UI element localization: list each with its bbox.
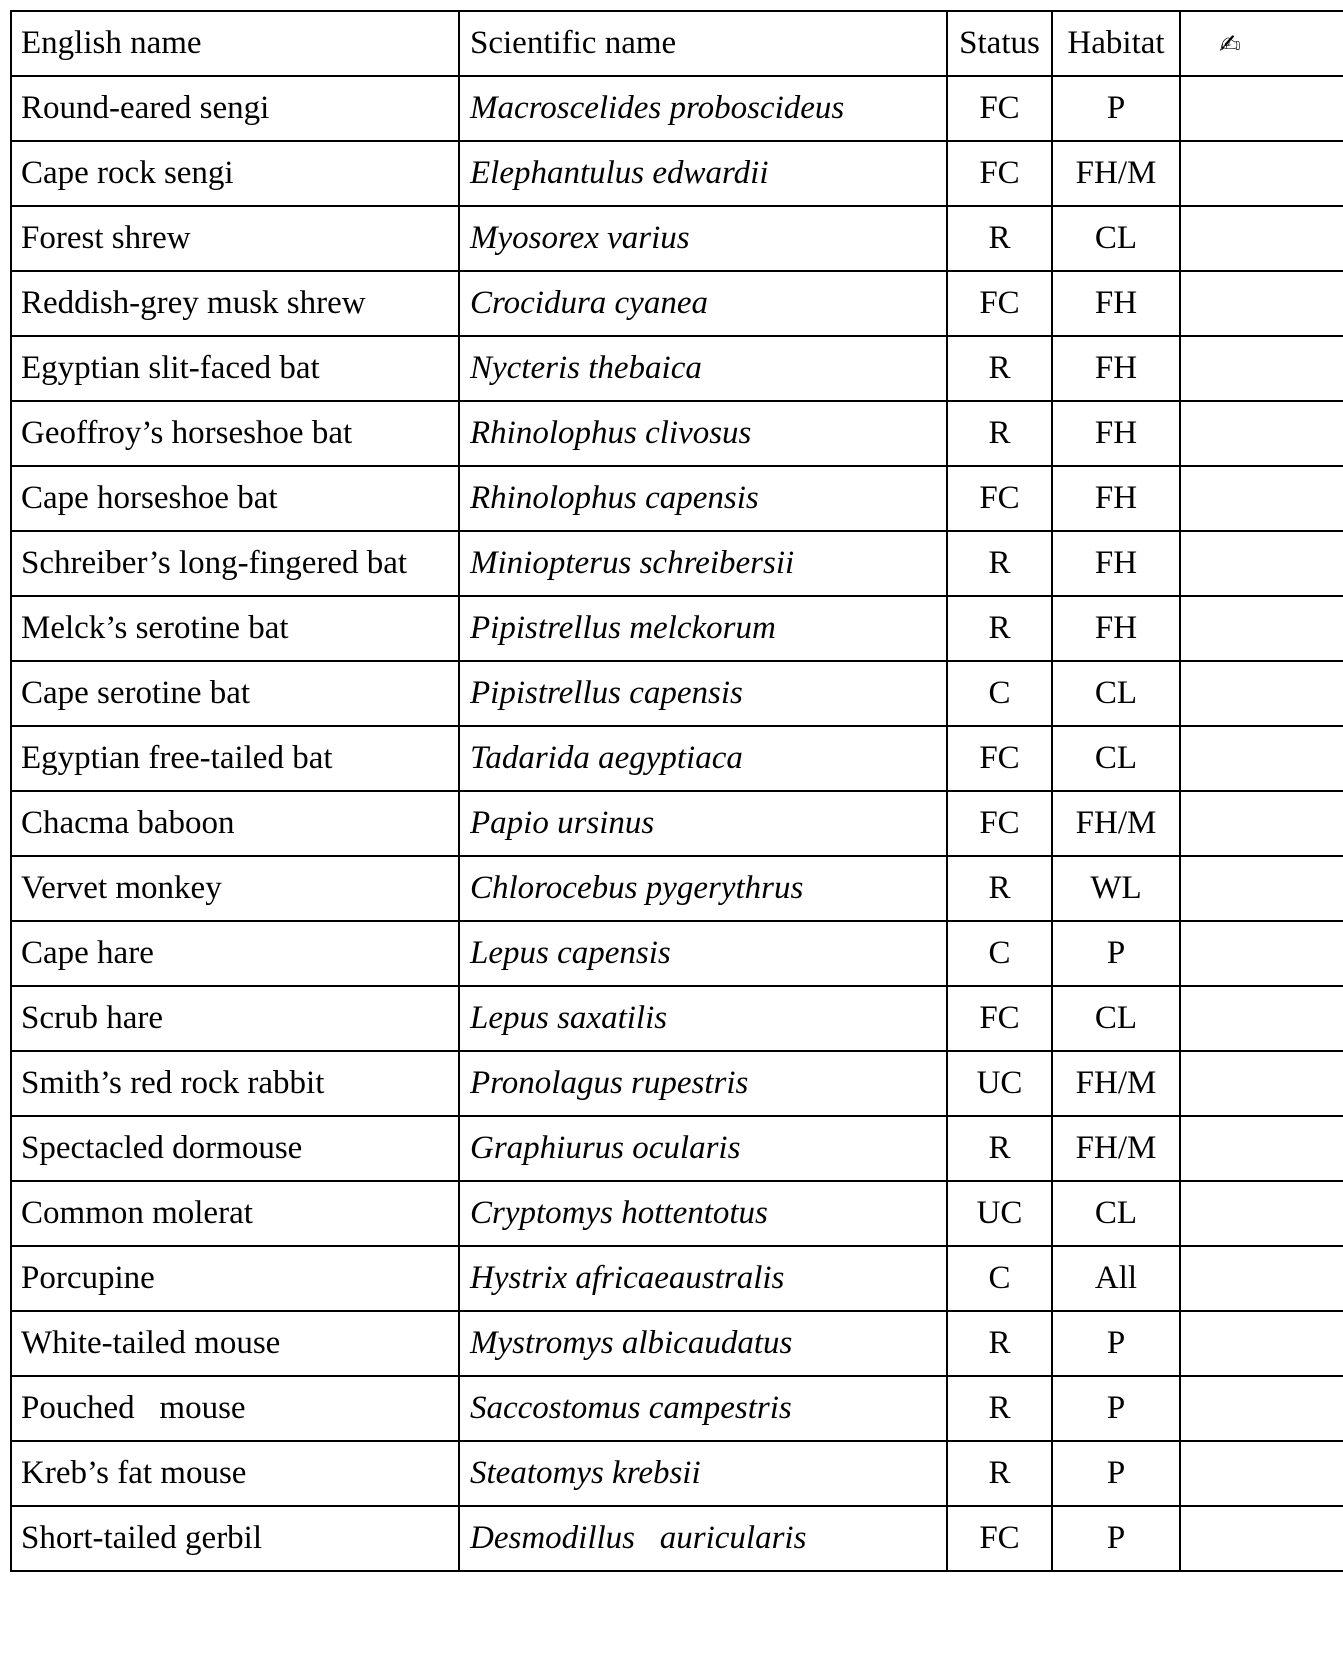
english-name-cell: Geoffroy’s horseshoe bat: [11, 401, 459, 466]
header-scientific-name: Scientific name: [459, 11, 947, 76]
habitat-cell: FH: [1052, 531, 1180, 596]
english-name-cell: Pouched mouse: [11, 1376, 459, 1441]
habitat-cell: FH: [1052, 336, 1180, 401]
table-row: [11, 726, 1343, 791]
habitat-cell: P: [1052, 1311, 1180, 1376]
english-name-cell: Kreb’s fat mouse: [11, 1441, 459, 1506]
status-cell: C: [947, 1246, 1052, 1311]
habitat-cell: CL: [1052, 726, 1180, 791]
status-cell: R: [947, 206, 1052, 271]
scientific-name-cell: Myosorex varius: [459, 206, 947, 271]
table-row: [11, 336, 1343, 401]
habitat-cell: P: [1052, 921, 1180, 986]
status-cell: R: [947, 856, 1052, 921]
habitat-cell: P: [1052, 76, 1180, 141]
scientific-name-cell: Tadarida aegyptiaca: [459, 726, 947, 791]
status-cell: R: [947, 1441, 1052, 1506]
scientific-name-cell: Hystrix africaeaustralis: [459, 1246, 947, 1311]
header-english-name: English name: [11, 11, 459, 76]
habitat-cell: CL: [1052, 661, 1180, 726]
english-name-cell: Chacma baboon: [11, 791, 459, 856]
scientific-name-cell: Miniopterus schreibersii: [459, 531, 947, 596]
status-cell: UC: [947, 1181, 1052, 1246]
english-name-cell: Spectacled dormouse: [11, 1116, 459, 1181]
tick-cell[interactable]: [1180, 596, 1343, 661]
table-row: [11, 791, 1343, 856]
table-row: [11, 1051, 1343, 1116]
habitat-cell: FH: [1052, 401, 1180, 466]
tick-cell[interactable]: [1180, 726, 1343, 791]
scientific-name-cell: Pronolagus rupestris: [459, 1051, 947, 1116]
tick-cell[interactable]: [1180, 791, 1343, 856]
habitat-cell: FH/M: [1052, 1116, 1180, 1181]
status-cell: R: [947, 1311, 1052, 1376]
scientific-name-cell: Desmodillus auricularis: [459, 1506, 947, 1571]
habitat-cell: FH: [1052, 596, 1180, 661]
table-row: [11, 1311, 1343, 1376]
table-row: [11, 921, 1343, 986]
english-name-cell: Cape rock sengi: [11, 141, 459, 206]
table-row: [11, 401, 1343, 466]
english-name-cell: Vervet monkey: [11, 856, 459, 921]
status-cell: FC: [947, 726, 1052, 791]
status-cell: UC: [947, 1051, 1052, 1116]
tick-cell[interactable]: [1180, 661, 1343, 726]
status-cell: FC: [947, 76, 1052, 141]
header-row: [11, 11, 1343, 76]
english-name-cell: Egyptian slit-faced bat: [11, 336, 459, 401]
status-cell: R: [947, 531, 1052, 596]
english-name-cell: Scrub hare: [11, 986, 459, 1051]
habitat-cell: FH/M: [1052, 1051, 1180, 1116]
tick-cell[interactable]: [1180, 1181, 1343, 1246]
habitat-cell: FH: [1052, 466, 1180, 531]
tick-cell[interactable]: [1180, 1441, 1343, 1506]
tick-cell[interactable]: [1180, 141, 1343, 206]
tick-cell[interactable]: [1180, 466, 1343, 531]
status-cell: R: [947, 1376, 1052, 1441]
scientific-name-cell: Rhinolophus capensis: [459, 466, 947, 531]
tick-cell[interactable]: [1180, 76, 1343, 141]
status-cell: R: [947, 1116, 1052, 1181]
status-cell: FC: [947, 791, 1052, 856]
header-tick: [1180, 11, 1343, 76]
status-cell: FC: [947, 141, 1052, 206]
tick-cell[interactable]: [1180, 1246, 1343, 1311]
habitat-cell: CL: [1052, 986, 1180, 1051]
table-row: [11, 466, 1343, 531]
scientific-name-cell: Mystromys albicaudatus: [459, 1311, 947, 1376]
tick-cell[interactable]: [1180, 1311, 1343, 1376]
header-habitat: Habitat: [1052, 11, 1180, 76]
tick-cell[interactable]: [1180, 1116, 1343, 1181]
english-name-cell: Porcupine: [11, 1246, 459, 1311]
english-name-cell: Egyptian free-tailed bat: [11, 726, 459, 791]
table-row: [11, 271, 1343, 336]
english-name-cell: Common molerat: [11, 1181, 459, 1246]
table-row: [11, 141, 1343, 206]
table-row: [11, 1376, 1343, 1441]
scientific-name-cell: Cryptomys hottentotus: [459, 1181, 947, 1246]
scientific-name-cell: Pipistrellus melckorum: [459, 596, 947, 661]
habitat-cell: P: [1052, 1376, 1180, 1441]
tick-cell[interactable]: [1180, 1051, 1343, 1116]
status-cell: R: [947, 596, 1052, 661]
tick-cell[interactable]: [1180, 856, 1343, 921]
status-cell: FC: [947, 986, 1052, 1051]
scientific-name-cell: Nycteris thebaica: [459, 336, 947, 401]
table-body: [11, 76, 1343, 1571]
habitat-cell: WL: [1052, 856, 1180, 921]
species-table: [10, 10, 1343, 1572]
english-name-cell: Cape horseshoe bat: [11, 466, 459, 531]
scientific-name-cell: Papio ursinus: [459, 791, 947, 856]
scientific-name-cell: Crocidura cyanea: [459, 271, 947, 336]
status-cell: FC: [947, 271, 1052, 336]
tick-cell[interactable]: [1180, 271, 1343, 336]
scientific-name-cell: Saccostomus campestris: [459, 1376, 947, 1441]
table-row: [11, 531, 1343, 596]
table-row: [11, 1441, 1343, 1506]
habitat-cell: FH: [1052, 271, 1180, 336]
english-name-cell: Cape hare: [11, 921, 459, 986]
status-cell: C: [947, 921, 1052, 986]
tick-cell[interactable]: [1180, 986, 1343, 1051]
status-cell: C: [947, 661, 1052, 726]
english-name-cell: Reddish-grey musk shrew: [11, 271, 459, 336]
english-name-cell: Cape serotine bat: [11, 661, 459, 726]
status-cell: R: [947, 401, 1052, 466]
habitat-cell: P: [1052, 1506, 1180, 1571]
table-row: [11, 661, 1343, 726]
habitat-cell: FH/M: [1052, 141, 1180, 206]
tick-cell[interactable]: [1180, 336, 1343, 401]
scientific-name-cell: Rhinolophus clivosus: [459, 401, 947, 466]
habitat-cell: All: [1052, 1246, 1180, 1311]
header-status: Status: [947, 11, 1052, 76]
habitat-cell: CL: [1052, 1181, 1180, 1246]
scientific-name-cell: Lepus saxatilis: [459, 986, 947, 1051]
scientific-name-cell: Chlorocebus pygerythrus: [459, 856, 947, 921]
scientific-name-cell: Elephantulus edwardii: [459, 141, 947, 206]
table-row: [11, 856, 1343, 921]
english-name-cell: Round-eared sengi: [11, 76, 459, 141]
status-cell: FC: [947, 1506, 1052, 1571]
status-cell: R: [947, 336, 1052, 401]
habitat-cell: CL: [1052, 206, 1180, 271]
table-row: [11, 1116, 1343, 1181]
table-row: [11, 596, 1343, 661]
scientific-name-cell: Pipistrellus capensis: [459, 661, 947, 726]
table-row: [11, 986, 1343, 1051]
english-name-cell: Melck’s serotine bat: [11, 596, 459, 661]
table-row: [11, 76, 1343, 141]
english-name-cell: Forest shrew: [11, 206, 459, 271]
scientific-name-cell: Graphiurus ocularis: [459, 1116, 947, 1181]
english-name-cell: Smith’s red rock rabbit: [11, 1051, 459, 1116]
tick-cell[interactable]: [1180, 1376, 1343, 1441]
table-row: [11, 1181, 1343, 1246]
scientific-name-cell: Macroscelides proboscideus: [459, 76, 947, 141]
habitat-cell: FH/M: [1052, 791, 1180, 856]
english-name-cell: Schreiber’s long-fingered bat: [11, 531, 459, 596]
tick-cell[interactable]: [1180, 921, 1343, 986]
english-name-cell: Short-tailed gerbil: [11, 1506, 459, 1571]
table-row: [11, 1506, 1343, 1571]
scientific-name-cell: Lepus capensis: [459, 921, 947, 986]
tick-cell[interactable]: [1180, 1506, 1343, 1571]
tick-cell[interactable]: [1180, 531, 1343, 596]
scientific-name-cell: Steatomys krebsii: [459, 1441, 947, 1506]
habitat-cell: P: [1052, 1441, 1180, 1506]
writing-hand-icon: ✍: [1219, 30, 1241, 60]
table-row: [11, 206, 1343, 271]
status-cell: FC: [947, 466, 1052, 531]
tick-cell[interactable]: [1180, 401, 1343, 466]
english-name-cell: White-tailed mouse: [11, 1311, 459, 1376]
tick-cell[interactable]: [1180, 206, 1343, 271]
table-row: [11, 1246, 1343, 1311]
